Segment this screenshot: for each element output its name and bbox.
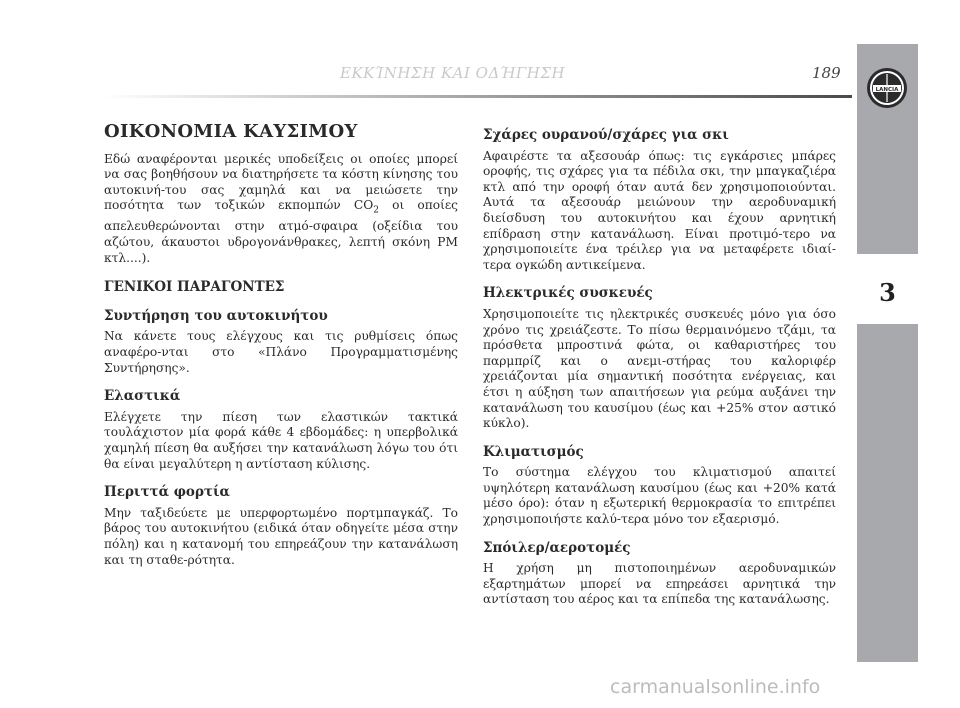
section-heading: ΓΕΝΙΚΟΙ ΠΑΡΑΓΟΝΤΕΣ <box>104 279 285 296</box>
tyres-heading: Ελαστικά <box>104 388 181 405</box>
right-column <box>483 128 836 608</box>
running-header-title: ΕΚΚΊΝΗΣΗ ΚΑΙ ΟΔΉΓΗΣΗ <box>340 64 566 82</box>
watermark: carmanualsonline.info <box>610 676 821 698</box>
main-title: ΟΙΚΟΝΟΜΙΑ ΚΑΥΣΙΜΟΥ <box>104 121 358 142</box>
maintenance-text: Να κάνετε τους ελέγχους και τις ρυθμίσεις όπως αναφέρο-νται στο «Πλάνο Προγραμματισμένης Συντήρησης». <box>104 329 458 375</box>
roof-racks-text: Αφαιρέστε τα αξεσουάρ όπως: τις εγκάρσιες μπάρες οροφής, τις σχάρες για τα πέδιλα σκι, την μπαγκαζιέρα κτλ από την οροφή όταν αυτά δεν χρησιμοποιούνται. Αυτά τα αξεσουάρ μειώνουν την αεροδυναμική διείσδυση του αυτοκινήτου και έχουν αρνητική επίδραση στην κατανάλωση. Είναι προτιμό-τερο να χρησιμοποιείτε ένα τρέιλερ για να μεταφέρετε ιδιαί-τερα ογκώδη αντικείμενα. <box>483 148 836 272</box>
intro-paragraph: Εδώ αναφέρονται μερικές υποδείξεις οι οποίες μπορεί να σας βοηθήσουν να διατηρήσετε τα κόστη κίνησης του αυτοκινή-του σας χαμηλά και να μειώσετε την ποσότητα των τοξικών εκπομπών $CO_2$ οι οποίες απελευθερώνονται στην ατμό-σφαιρα (οξείδια του αζώτου, άκαυστοι υδρογονάνθρακες, λεπτή σκόνη PM κτλ....). <box>104 151 458 265</box>
chapter-number: 3 <box>879 278 896 307</box>
electrical-text: Χρησιμοποιείτε τις ηλεκτρικές συσκευές μόνο για όσο χρόνο τις χρειάζεστε. Το πίσω θερμαινόμενο τζάμι, τα πρόσθετα μπροστινά φώτα, οι καθαριστήρες του παρμπρίζ και ο ανεμι-στήρας του καλοριφέρ χρειάζονται μία σημαντική ποσότητα ενέργειας, και έτσι η αύξηση των απαιτήσεων για ρεύμα αυξάνει την κατανάλωση του καυσίμου (έως και +25% στον αστικό κύκλο). <box>483 306 836 431</box>
electrical-heading: Ηλεκτρικές συσκευές <box>483 285 653 302</box>
tyres-text: Ελέγχετε την πίεση των ελαστικών τακτικά τουλάχιστον μία φορά κάθε 4 εβδομάδες: η υπερβολικά χαμηλή πίεση θα αυξήσει την κατανάλωση λόγω του ότι θα είναι μεγαλύτερη η αντίσταση κύλισης. <box>104 409 458 471</box>
lancia-logo-icon <box>866 67 908 109</box>
roof-racks-heading: Σχάρες ουρανού/σχάρες για σκι <box>483 127 729 143</box>
logo-text: LANCIA <box>875 87 899 93</box>
loads-heading: Περιττά φορτία <box>104 484 230 501</box>
spoilers-text: Η χρήση μη πιστοποιημένων αεροδυναμικών εξαρτημάτων μπορεί να επηρεάσει αρνητικά την αντίσταση του αέρος και τα επίπεδα της κατανάλωσης. <box>483 561 836 607</box>
climate-text: Το σύστημα ελέγχου του κλιματισμού απαιτεί υψηλότερη κατανάλωση καυσίμου (έως και +20% κατά μέσο όρο): όταν η εξωτερική θερμοκρασία το επιτρέπει χρησιμοποιήστε καλύ-τερα μόνο τον εξαερισμό. <box>483 465 836 527</box>
chapter-side-tab <box>857 44 918 662</box>
loads-text: Μην ταξιδεύετε με υπερφορτωμένο πορτμπαγκάζ. Το βάρος του αυτοκινήτου (ειδικά όταν οδηγείτε μέσα στην πόλη) και η κατανομή του επηρεάζουν την κατανάλωση και τη σταθε-ρότητα. <box>104 505 458 567</box>
left-column <box>104 121 458 568</box>
spoilers-heading: Σπόιλερ/αεροτομές <box>483 539 631 556</box>
climate-heading: Κλιματισμός <box>483 443 584 460</box>
page-number: 189 <box>812 64 841 82</box>
header-rule <box>104 95 852 98</box>
maintenance-heading: Συντήρηση του αυτοκινήτου <box>104 307 328 324</box>
